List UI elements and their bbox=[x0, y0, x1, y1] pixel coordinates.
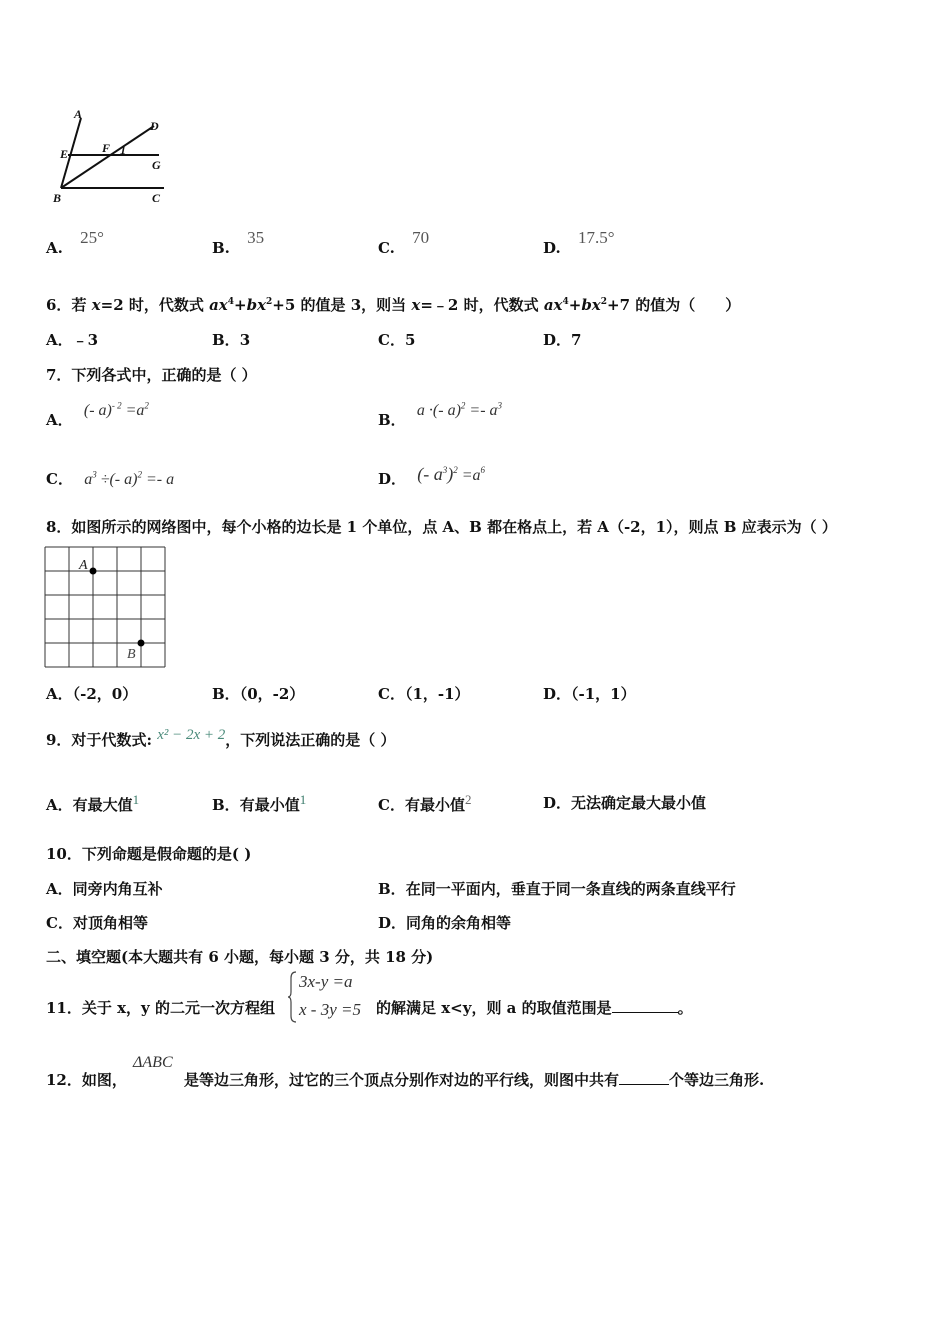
q8-stem: 8．如图所示的网络图中，每个小格的边长是 1 个单位，点 A、B 都在格点上，若 A（-2，1），则点 B 应表示为（ ） bbox=[46, 518, 837, 536]
q10-stem: 10．下列命题是假命题的是( ) bbox=[46, 845, 252, 863]
q9-option-b: B．有最小值1 bbox=[212, 792, 307, 814]
q6-option-c: C．5 bbox=[378, 331, 416, 349]
grid-figure bbox=[44, 546, 166, 668]
q7-option-d: D． (- $a^3)^2 =a^6$ bbox=[378, 464, 486, 488]
q8-option-c: C．（1，-1） bbox=[378, 685, 470, 703]
q12-triangle-symbol: ΔABC bbox=[133, 1054, 173, 1071]
section-2-heading: 二、填空题(本大题共有 6 小题，每小题 3 分，共 18 分) bbox=[46, 948, 434, 966]
q6-option-d: D．7 bbox=[543, 331, 582, 349]
label-b: B bbox=[53, 191, 62, 205]
q11-equation-2: x - 3y =5 bbox=[299, 1000, 361, 1019]
q10-option-c: C．对顶角相等 bbox=[46, 914, 148, 932]
label-grid-a: A bbox=[79, 558, 88, 573]
q5-option-a: A. 25° bbox=[46, 228, 104, 257]
q12-stem-start: 12．如图， bbox=[46, 1071, 127, 1089]
q8-option-a: A．（-2，0） bbox=[46, 685, 138, 703]
q5-option-d: D. 17.5° bbox=[543, 228, 615, 257]
q9-option-a: A．有最大值1 bbox=[46, 792, 140, 814]
q11-equation-1: 3x-y =a bbox=[299, 972, 353, 991]
label-a: A bbox=[74, 107, 83, 121]
q5-option-b: B. 35 bbox=[212, 228, 265, 257]
label-c: C bbox=[152, 191, 161, 205]
q9-option-c: C．有最小值2 bbox=[378, 792, 472, 814]
label-f: F bbox=[102, 141, 111, 155]
q7-stem: 7．下列各式中，正确的是（ ） bbox=[46, 366, 257, 384]
q12-stem-end: 是等边三角形，过它的三个顶点分别作对边的平行线，则图中共有 个等边三角形. bbox=[184, 1071, 765, 1089]
label-angle-1: 1 bbox=[120, 143, 126, 157]
q6-stem: 6．若 x=2 时，代数式 $ax^4+bx^2+5$ 的值是 3，则当 x=﹣2 时，代数式 $ax^4+bx^2+7$ 的值为（ ） bbox=[46, 296, 741, 314]
q10-option-a: A．同旁内角互补 bbox=[46, 880, 163, 898]
q7-option-a: A． (- $a)^{- 2} =a^2$ bbox=[46, 400, 149, 429]
q11-answer-blank[interactable] bbox=[612, 998, 678, 1013]
line-bd bbox=[61, 126, 154, 188]
q8-option-d: D．（-1，1） bbox=[543, 685, 636, 703]
label-e: E bbox=[60, 147, 69, 161]
q5-option-c: C. 70 bbox=[378, 228, 430, 257]
q11-brace bbox=[288, 970, 298, 1024]
q10-option-b: B．在同一平面内，垂直于同一条直线的两条直线平行 bbox=[378, 880, 736, 898]
q9-stem: 9．对于代数式: x² − 2x + 2，下列说法正确的是（ ） bbox=[46, 727, 396, 749]
q6-option-b: B．3 bbox=[212, 331, 251, 349]
label-g: G bbox=[152, 158, 161, 172]
q11-stem-end: 的解满足 x<y，则 a 的取值范围是 。 bbox=[376, 999, 693, 1017]
q9-option-d: D．无法确定最大最小值 bbox=[543, 794, 707, 812]
q10-option-d: D．同角的余角相等 bbox=[378, 914, 512, 932]
q8-option-b: B．（0，-2） bbox=[212, 685, 305, 703]
point-a bbox=[90, 568, 97, 575]
q7-option-b: B． a ·(- $a)^2 =- a^3$ bbox=[378, 400, 503, 429]
q6-option-a: A．﹣3 bbox=[46, 331, 99, 349]
label-d: D bbox=[150, 119, 159, 133]
q12-answer-blank[interactable] bbox=[619, 1070, 669, 1085]
q7-option-c: C． $a^3$ ÷(- a)$^2$ =- a bbox=[46, 469, 175, 488]
angle-figure bbox=[44, 106, 184, 208]
label-grid-b: B bbox=[127, 647, 136, 662]
point-b bbox=[138, 640, 145, 647]
q11-stem-start: 11．关于 x，y 的二元一次方程组 bbox=[46, 999, 275, 1017]
